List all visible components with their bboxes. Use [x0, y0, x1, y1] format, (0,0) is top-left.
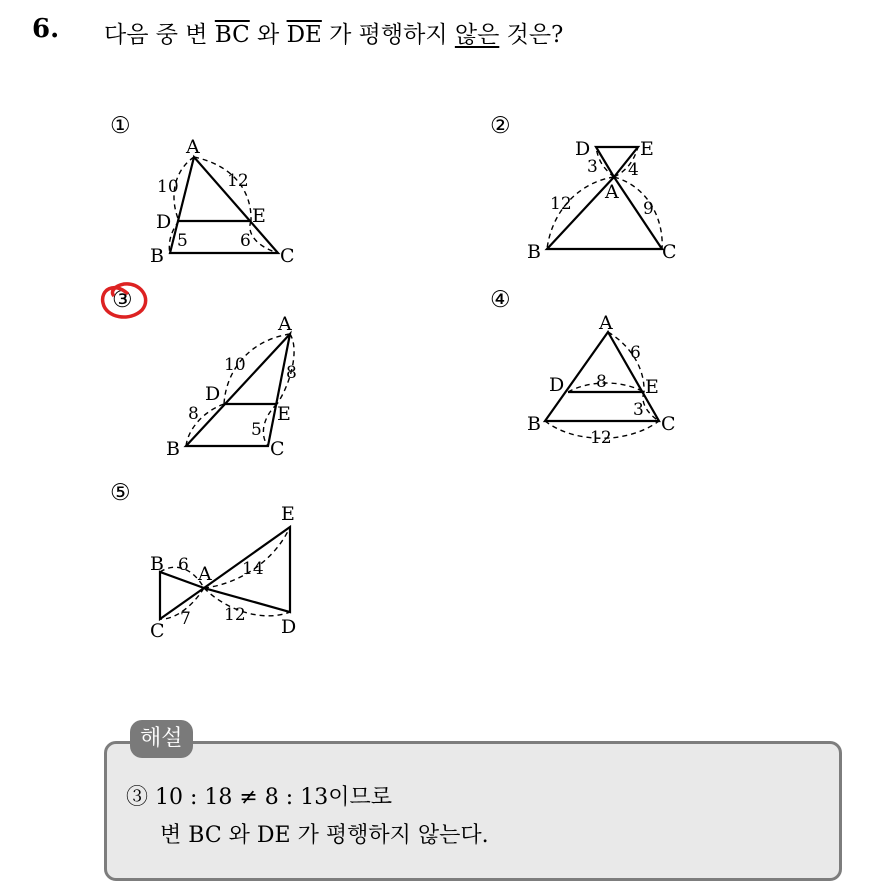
segment-de: $\overline{DE}$	[286, 22, 322, 48]
explanation-line-1: ③ 10 : 18 ≠ 8 : 13이므로	[126, 785, 392, 810]
fig5-length-ab: 6	[178, 555, 189, 575]
fig1-length-ad: 10	[157, 177, 179, 197]
segment-bc: $\overline{BC}$	[214, 22, 250, 48]
explanation-line-2: 변 BC 와 DE 가 평행하지 않는다.	[160, 823, 489, 848]
fig1-point-c: C	[280, 245, 295, 267]
fig5-point-a: A	[198, 563, 212, 585]
fig2-length-ac: 9	[643, 199, 654, 219]
fig3-point-e: E	[277, 403, 291, 425]
fig3-point-c: C	[270, 438, 285, 460]
fig3-length-ec: 5	[251, 420, 262, 440]
fig2-point-b: B	[527, 241, 541, 263]
emphasis-not: 않은	[454, 22, 500, 48]
fig2-length-ae: 4	[628, 160, 639, 180]
fig2-length-ad: 3	[587, 157, 598, 177]
fig5-length-ad: 12	[224, 605, 246, 625]
fig4-point-e: E	[645, 376, 659, 398]
fig4-length-ae: 6	[630, 343, 641, 363]
fig4-length-bc: 12	[590, 428, 612, 448]
fig3-length-ad: 10	[224, 355, 246, 375]
fig4-point-d: D	[549, 374, 565, 396]
fig5-point-c: C	[150, 620, 165, 642]
fig4-point-a: A	[599, 312, 613, 334]
fig5-point-d: D	[281, 616, 297, 638]
answer-circle-mark	[103, 284, 146, 317]
fig1-length-ec: 6	[240, 231, 251, 251]
fig2-point-d: D	[575, 138, 591, 160]
fig2-length-ab: 12	[550, 194, 572, 214]
fig4-point-c: C	[661, 413, 676, 435]
fig5-point-b: B	[150, 553, 164, 575]
choice-3-label[interactable]: ③	[112, 287, 133, 313]
fig4-length-de: 8	[596, 372, 607, 392]
fig5-point-e: E	[281, 503, 295, 525]
fig2-point-e: E	[640, 138, 654, 160]
fig4-point-b: B	[527, 413, 541, 435]
fig5-length-ae: 14	[242, 559, 264, 579]
fig3-length-db: 8	[188, 404, 199, 424]
fig3-length-ae: 8	[286, 363, 297, 383]
question-number: 6.	[32, 14, 60, 44]
choice-1-label[interactable]: ①	[110, 113, 131, 139]
choice-4-label[interactable]: ④	[490, 287, 511, 313]
question-text: 다음 중 변 $\overline{BC}$ 와 $\overline{DE}$ 가 평행하지 않은 것은?	[104, 22, 564, 48]
explanation-tag: 해설	[130, 720, 193, 758]
fig1-point-b: B	[150, 245, 164, 267]
fig1-point-d: D	[156, 211, 172, 233]
fig2-point-a: A	[605, 181, 619, 203]
fig3-point-d: D	[205, 383, 221, 405]
fig1-point-a: A	[186, 136, 200, 158]
fig4-length-ec: 3	[633, 400, 644, 420]
fig3-point-b: B	[166, 438, 180, 460]
fig5-length-ac: 7	[180, 609, 191, 629]
fig3-point-a: A	[278, 313, 292, 335]
fig2-point-c: C	[662, 241, 677, 263]
fig1-length-ae: 12	[227, 171, 249, 191]
choice-2-label[interactable]: ②	[490, 113, 511, 139]
explanation-box	[104, 741, 842, 881]
fig1-length-db: 5	[177, 231, 188, 251]
choice-5-label[interactable]: ⑤	[110, 480, 131, 506]
fig1-point-e: E	[252, 205, 266, 227]
